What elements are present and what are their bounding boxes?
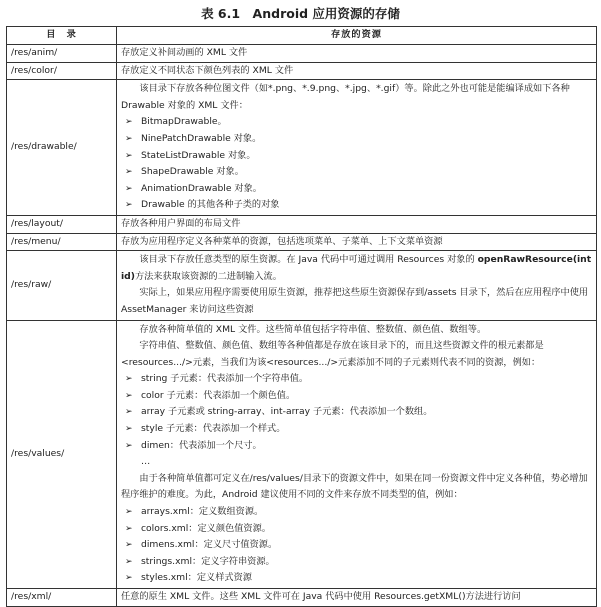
list-item: ➢ string 子元素：代表添加一个字符串值。	[125, 371, 592, 388]
table-row	[7, 589, 597, 607]
table-row	[7, 215, 597, 233]
list-item: ➢ color 子元素：代表添加一个颜色值。	[125, 388, 592, 405]
table-row	[7, 45, 597, 63]
paragraph: 存放各种简单值的 XML 文件。这些简单值包括字符串值、整数值、颜色值、数组等。	[139, 323, 487, 335]
list-item: ➢ BitmapDrawable。	[125, 114, 592, 131]
dir-cell: /res/color/	[7, 62, 117, 80]
dir-cell: /res/layout/	[7, 215, 117, 233]
code-text: openRawResource(int id)	[121, 254, 592, 282]
list-item: ➢ dimen：代表添加一个尺寸。	[125, 438, 592, 455]
table-title: 表 6.1 Android 应用资源的存储	[201, 6, 400, 21]
paragraph: 字符串值、整数值、颜色值、数组等各种值都是存放在该目录下的，而且这些资源文件的根元素都是<resources.../>元素，当我们为该<resources.../>元素添加不同的子元素则代表不同的资源，例如：	[121, 340, 544, 368]
dir-cell: /res/menu/	[7, 233, 117, 251]
desc-cell	[117, 251, 597, 320]
list-item: ➢ NinePatchDrawable 对象。	[125, 131, 592, 148]
bullet-list	[121, 504, 592, 587]
table-row	[7, 251, 597, 320]
list-item: ➢ AnimationDrawable 对象。	[125, 181, 592, 198]
text-span: 方法来获取该资源的二进制输入流。	[134, 270, 282, 282]
list-item: ➢ arrays.xml：定义数组资源。	[125, 504, 592, 521]
desc-cell: 任意的原生 XML 文件。这些 XML 文件可在 Java 代码中使用 Resources.getXML()方法进行访问	[117, 589, 597, 607]
paragraph: 实际上，如果应用程序需要使用原生资源，推荐把这些原生资源保存到/assets 目录下，然后在应用程序中使用 AssetManager 来访问这些资源	[121, 287, 589, 315]
ellipsis: …	[141, 456, 151, 468]
table-row	[7, 320, 597, 589]
table-row	[7, 233, 597, 251]
text-span: 该目录下存放任意类型的原生资源。在 Java 代码中可通过调用 Resources 对象的	[139, 254, 478, 266]
paragraph	[121, 252, 592, 285]
list-item: ➢ ShapeDrawable 对象。	[125, 164, 592, 181]
desc-cell	[117, 80, 597, 216]
desc-cell: 存放各种用户界面的布局文件	[117, 215, 597, 233]
resource-table	[6, 26, 597, 607]
list-item: ➢ array 子元素或 string-array、int-array 子元素：代表添加一个数组。	[125, 404, 592, 421]
dir-cell: /res/values/	[7, 320, 117, 589]
header-directory: 目 录	[7, 27, 117, 45]
list-item: ➢ dimens.xml：定义尺寸值资源。	[125, 537, 592, 554]
list-item: ➢ colors.xml：定义颜色值资源。	[125, 521, 592, 538]
table-row	[7, 80, 597, 216]
paragraph: 该目录下存放各种位图文件（如*.png、*.9.png、*.jpg、*.gif）等。除此之外也可能是能编译成如下各种 Drawable 对象的 XML 文件：	[121, 83, 570, 111]
header-row	[7, 27, 597, 45]
table-row	[7, 62, 597, 80]
desc-cell: 存放定义不同状态下颜色列表的 XML 文件	[117, 62, 597, 80]
list-item: ➢ StateListDrawable 对象。	[125, 148, 592, 165]
list-item: ➢ Drawable 的其他各种子类的对象	[125, 197, 592, 214]
header-resources: 存放的资源	[117, 27, 597, 45]
dir-cell: /res/raw/	[7, 251, 117, 320]
bullet-list	[121, 371, 592, 454]
list-item: ➢ strings.xml：定义字符串资源。	[125, 554, 592, 571]
desc-cell: 存放定义补间动画的 XML 文件	[117, 45, 597, 63]
list-item: ➢ styles.xml：定义样式资源	[125, 570, 592, 587]
desc-cell	[117, 320, 597, 589]
dir-cell: /res/anim/	[7, 45, 117, 63]
dir-cell: /res/xml/	[7, 589, 117, 607]
bullet-list	[121, 114, 592, 214]
desc-cell: 存放为应用程序定义各种菜单的资源，包括选项菜单、子菜单、上下文菜单资源	[117, 233, 597, 251]
paragraph: 由于各种简单值都可定义在/res/values/目录下的资源文件中，如果在同一份资源文件中定义各种值，势必增加程序维护的难度。为此，Android 建议使用不同的文件来存放不同类型的值，例如：	[121, 472, 588, 501]
dir-cell: /res/drawable/	[7, 80, 117, 216]
list-item: ➢ style 子元素：代表添加一个样式。	[125, 421, 592, 438]
